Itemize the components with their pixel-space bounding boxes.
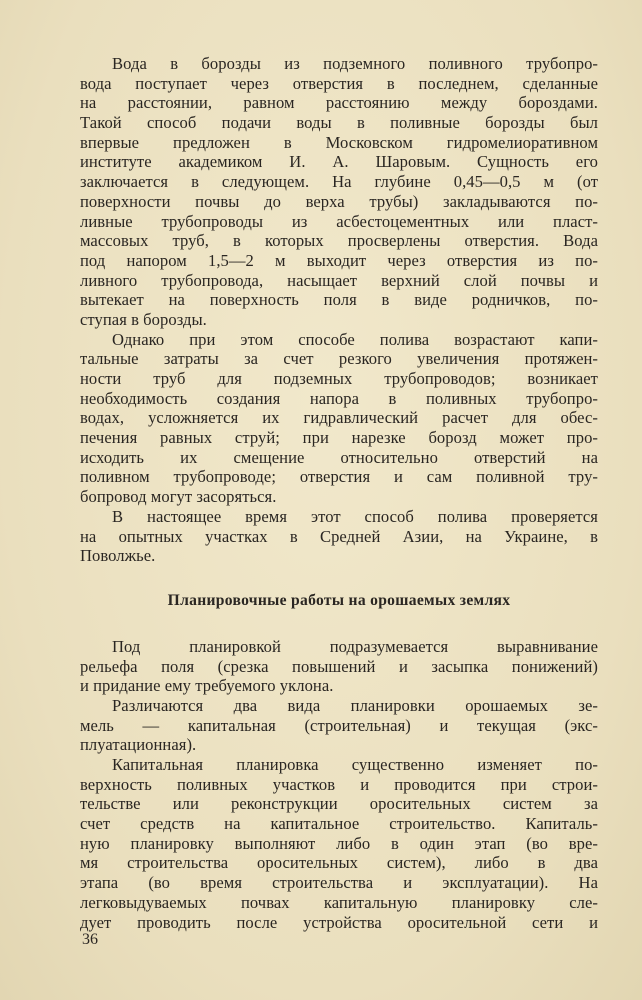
text-line: Под планировкой подразумевается выравнивание bbox=[112, 636, 598, 656]
text-line: ливные трубопроводы из асбестоцементных или пласт- bbox=[80, 211, 598, 231]
text-line: и придание ему требуемого уклона. bbox=[80, 676, 334, 696]
text-line: Такой способ подачи воды в поливные борозды был bbox=[80, 113, 598, 133]
text-line: плуатационная). bbox=[80, 735, 197, 755]
paragraph bbox=[80, 507, 598, 566]
text-line: Однако при этом способе полива возрастают капи- bbox=[112, 329, 598, 349]
text-line: Вода в борозды из подземного поливного трубопро- bbox=[112, 54, 598, 73]
text-line: тельстве или реконструкции оросительных систем за bbox=[80, 794, 598, 814]
text-line: ности труб для подземных трубопроводов; возникает bbox=[80, 369, 598, 388]
text-line: ступая в борозды. bbox=[80, 309, 207, 329]
text-line: поверхности почвы до верха трубы) закладываются по- bbox=[80, 191, 598, 211]
paragraph bbox=[80, 54, 598, 330]
text-line: вода поступает через отверстия в последнем, сделанные bbox=[80, 73, 598, 93]
text-line: счет средств на капитальное строительство. Капиталь- bbox=[80, 814, 598, 834]
paragraph bbox=[80, 330, 598, 507]
text-line: ливного трубопровода, насыщает верхний слой почвы и bbox=[80, 270, 598, 290]
text-line: рельефа поля (срезка повышений и засыпка понижений) bbox=[80, 656, 598, 676]
text-line: на опытных участках в Средней Азии, на Украине, в bbox=[80, 526, 598, 546]
text-line: Поволжье. bbox=[80, 546, 156, 566]
text-line: В настоящее время этот способ полива проверяется bbox=[112, 506, 598, 526]
text-line: исходить их смещение относительно отверстий на bbox=[80, 447, 598, 467]
text-line: печения равных струй; при нарезке борозд может про- bbox=[80, 428, 598, 448]
paragraph bbox=[80, 637, 598, 696]
text-line: под напором 1,5—2 м выходит через отверстия из по- bbox=[80, 250, 598, 270]
text-line: впервые предложен в Московском гидромелиоративном bbox=[80, 132, 598, 152]
text-line: вытекает на поверхность поля в виде родничков, по- bbox=[80, 290, 598, 310]
text-line: на расстоянии, равном расстоянию между бороздами. bbox=[80, 93, 598, 113]
section-before bbox=[80, 54, 598, 566]
text-line: дует проводить после устройства оросительной сети и bbox=[80, 912, 598, 932]
text-line: мель — капитальная (строительная) и текущая (экс- bbox=[80, 715, 598, 735]
text-line: бопровод могут засоряться. bbox=[80, 487, 277, 507]
page-body bbox=[80, 54, 598, 932]
section-heading: Планировочные работы на орошаемых землях bbox=[167, 591, 511, 609]
text-line: ную планировку выполняют либо в один этап (во вре- bbox=[80, 833, 598, 853]
text-line: этапа (во время строительства и эксплуатации). На bbox=[80, 873, 598, 893]
text-line: Различаются два вида планировки орошаемых зе- bbox=[112, 695, 598, 715]
page-number: 36 bbox=[82, 931, 98, 948]
text-line: заключается в следующем. На глубине 0,45—0,5 м (от bbox=[80, 172, 598, 192]
section-after bbox=[80, 637, 598, 932]
text-line: верхность поливных участков и проводится при строи- bbox=[80, 774, 598, 794]
text-line: мя строительства оросительных систем), либо в два bbox=[80, 853, 598, 873]
text-line: водах, усложняется их гидравлический расчет для обес- bbox=[80, 408, 598, 428]
text-line: необходимость создания напора в поливных трубопро- bbox=[80, 388, 598, 408]
text-line: легковыдуваемых почвах капитальную планировку сле- bbox=[80, 892, 598, 912]
text-line: институте академиком И. А. Шаровым. Сущность его bbox=[80, 152, 598, 172]
text-line: тальные затраты за счет резкого увеличения протяжен- bbox=[80, 349, 598, 369]
paragraph bbox=[80, 696, 598, 755]
text-line: Капитальная планировка существенно изменяет по- bbox=[112, 755, 598, 774]
text-line: поливном трубопроводе; отверстия и сам поливной тру- bbox=[80, 467, 598, 487]
text-line: массовых труб, в которых просверлены отверстия. Вода bbox=[80, 231, 598, 251]
paragraph bbox=[80, 755, 598, 932]
